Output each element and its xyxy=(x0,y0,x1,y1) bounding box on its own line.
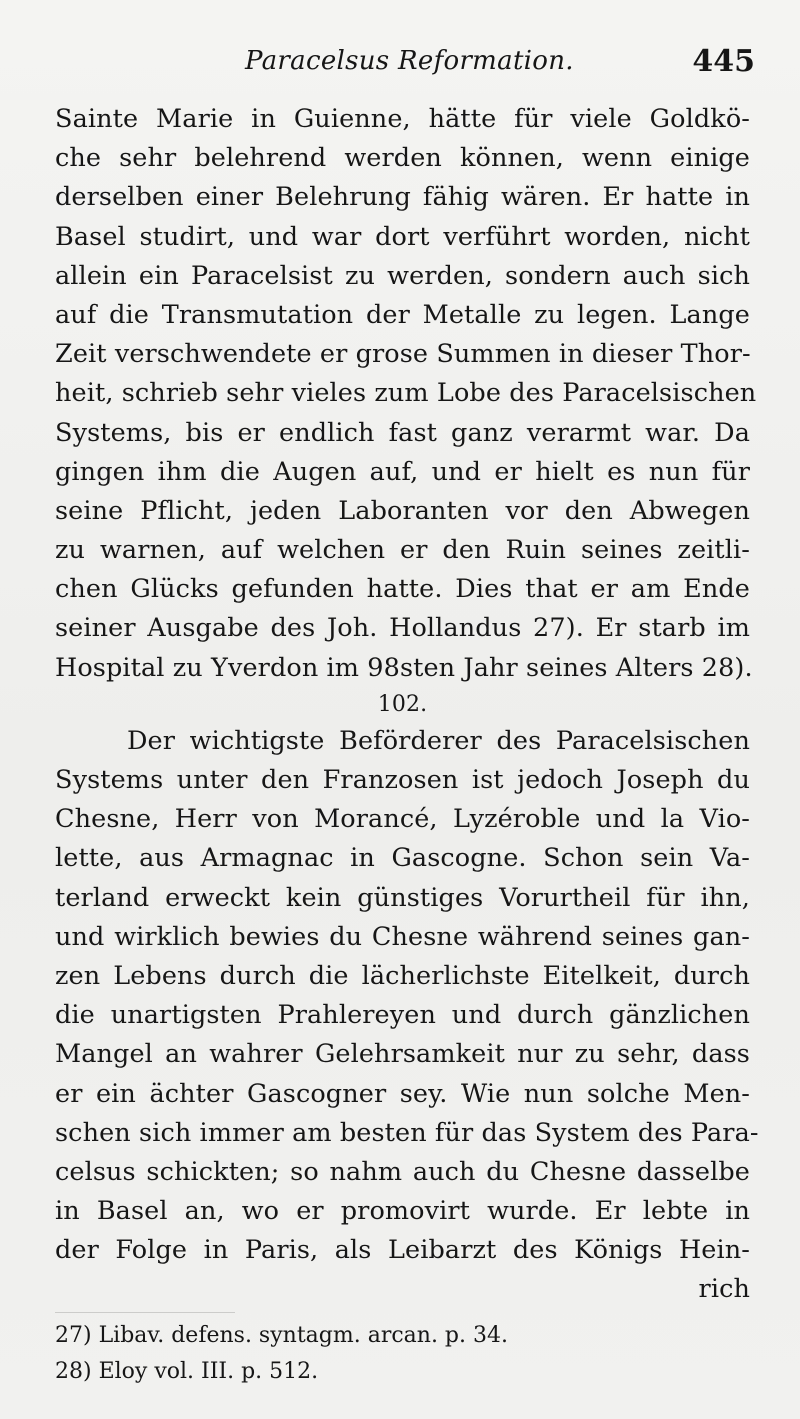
text-line: gingen ihm die Augen auf, und er hielt es nun für xyxy=(55,456,750,487)
text-line: Systems unter den Franzosen ist jedoch Joseph du xyxy=(55,765,750,795)
text-line: seiner Ausgabe des Joh. Hollandus 27). Er starb im xyxy=(55,613,750,644)
text-line: chen Glücks gefunden hatte. Dies that er am Ende xyxy=(55,574,750,605)
text-line: Der wichtigste Beförderer des Paracelsischen xyxy=(127,725,750,756)
text-line: der Folge in Paris, als Leibarzt des Königs Hein- xyxy=(55,1235,750,1266)
text-line: che sehr belehrend werden können, wenn einige xyxy=(55,143,750,174)
footnote-divider xyxy=(55,1312,235,1313)
text-line: Mangel an wahrer Gelehrsamkeit nur zu sehr, dass xyxy=(55,1039,750,1070)
text-line: auf die Transmutation der Metalle zu legen. Lange xyxy=(55,299,750,330)
text-line: schen sich immer am besten für das System des Para- xyxy=(55,1117,759,1148)
text-line: in Basel an, wo er promovirt wurde. Er lebte in xyxy=(55,1196,750,1227)
text-line: seine Pflicht, jeden Laboranten vor den Abwegen xyxy=(55,495,750,526)
section-number: 102. xyxy=(377,691,428,717)
running-head: Paracelsus Reformation. xyxy=(245,46,574,76)
text-line: derselben einer Belehrung fähig wären. Er hatte in xyxy=(55,182,750,213)
text-line: und wirklich bewies du Chesne während seines gan- xyxy=(55,921,750,952)
text-line: Chesne, Herr von Morancé, Lyzéroble und la Vio- xyxy=(55,804,750,835)
text-line: er ein ächter Gascogner sey. Wie nun solche Men- xyxy=(55,1078,750,1109)
text-line: zen Lebens durch die lächerlichste Eitelkeit, durch xyxy=(55,960,750,991)
text-line: lette, aus Armagnac in Gascogne. Schon sein Va- xyxy=(55,843,750,874)
footnote: 28) Eloy vol. III. p. 512. xyxy=(55,1359,319,1384)
text-line: allein ein Paracelsist zu werden, sondern auch sich xyxy=(55,260,750,291)
text-line: Sainte Marie in Guienne, hätte für viele Goldkö- xyxy=(55,104,750,134)
main-text xyxy=(55,100,759,1310)
text-line: die unartigsten Prahlereyen und durch gänzlichen xyxy=(55,1000,750,1031)
text-line: Systems, bis er endlich fast ganz verarmt war. Da xyxy=(55,417,750,448)
text-line: Zeit verschwendete er grose Summen in dieser Thor- xyxy=(55,339,751,370)
page-number: 445 xyxy=(692,44,755,79)
text-line: Hospital zu Yverdon im 98sten Jahr seines Alters 28). xyxy=(55,652,753,683)
footnote: 27) Libav. defens. syntagm. arcan. p. 34. xyxy=(55,1323,508,1348)
page-header xyxy=(40,44,755,84)
text-line: Basel studirt, und war dort verführt worden, nicht xyxy=(55,221,750,252)
text-line: celsus schickten; so nahm auch du Chesne dasselbe xyxy=(55,1156,750,1187)
catchword: rich xyxy=(698,1274,750,1305)
footnotes xyxy=(55,1318,575,1390)
text-line: zu warnen, auf welchen er den Ruin seines zeitli- xyxy=(55,535,750,566)
text-line: terland erweckt kein günstiges Vorurtheil für ihn, xyxy=(55,882,750,913)
text-line: heit, schrieb sehr vieles zum Lobe des Paracelsischen xyxy=(55,378,757,409)
